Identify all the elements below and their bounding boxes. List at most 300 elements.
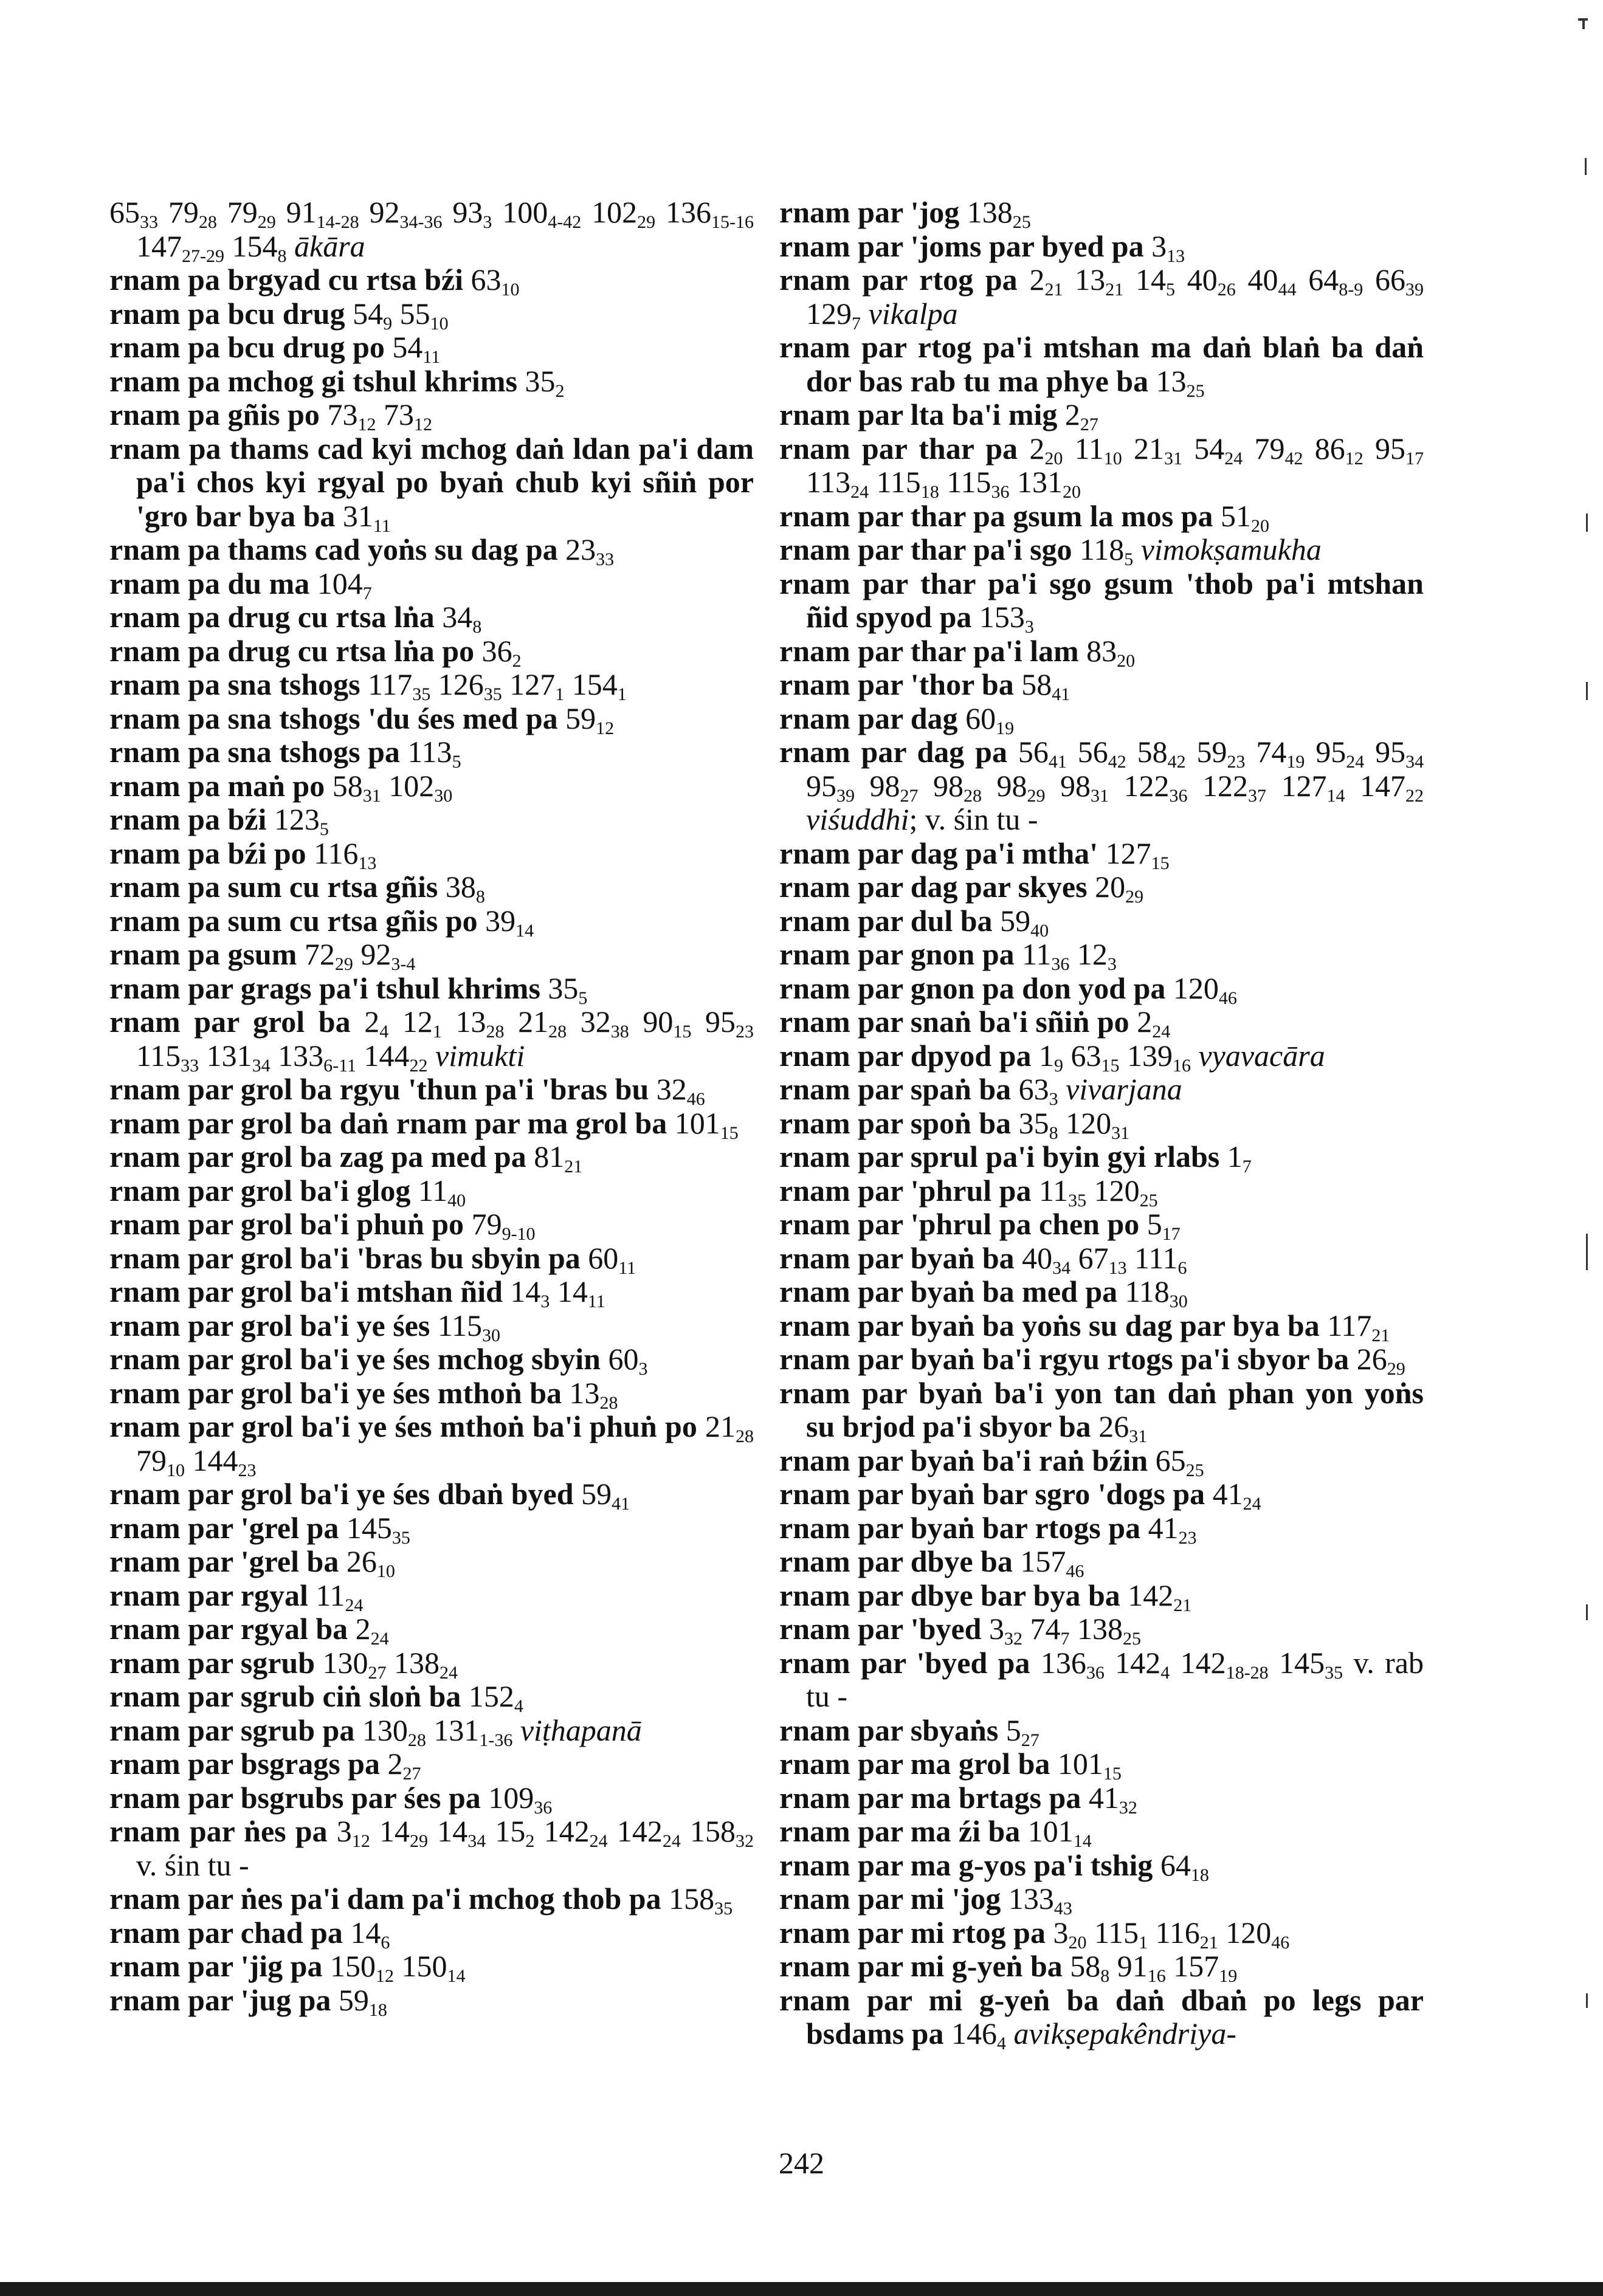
index-entry <box>779 397 1424 435</box>
entry-headword: rnam par 'jig pa <box>109 1949 323 1983</box>
index-entry <box>109 903 754 941</box>
line-number: 24 <box>850 482 869 502</box>
line-number: 24 <box>370 1629 389 1649</box>
line-number: 3 <box>483 212 492 232</box>
line-number: 1-36 <box>479 1730 513 1750</box>
line-number: 12 <box>1345 448 1363 469</box>
entry-headword: rnam par sgrub ciṅ sloṅ ba <box>109 1679 461 1713</box>
page-reference: 1 <box>1219 1139 1243 1174</box>
page-reference: 95 <box>691 1005 736 1039</box>
index-entry <box>109 1545 754 1579</box>
page-reference: 2 <box>350 1005 380 1039</box>
entry-headword: rnam par chad pa <box>109 1915 343 1950</box>
line-number: 9-10 <box>502 1224 536 1244</box>
line-number: 29 <box>334 954 353 974</box>
entry-headword: rnam par grags pa'i tshul khrims <box>109 971 540 1005</box>
index-column-right <box>779 195 1424 2054</box>
entry-headword: rnam par 'jog <box>779 195 960 229</box>
page-reference: 115 <box>136 1038 181 1073</box>
entry-headword: rnam pa bcu drug <box>109 296 345 331</box>
page-reference: 120 <box>1058 1105 1112 1140</box>
entry-headword: rnam par grol ba daṅ rnam par ma grol ba <box>109 1105 667 1140</box>
index-column-left <box>109 195 754 2020</box>
index-entry <box>779 1377 1424 1444</box>
page-reference: 12 <box>1069 937 1108 971</box>
page-reference: 60 <box>957 701 996 735</box>
page-reference: 115 <box>939 465 991 499</box>
index-entry <box>779 196 1424 230</box>
line-number: 46 <box>1271 1932 1290 1953</box>
index-entry <box>779 230 1424 264</box>
entry-headword: rnam par ṅes pa <box>109 1814 328 1848</box>
page-reference: 5 <box>1139 1207 1162 1241</box>
entry-headword: rnam par dag <box>779 701 958 735</box>
entry-headword: rnam par grol ba'i ye śes <box>109 1308 430 1342</box>
page-reference: 60 <box>600 1342 639 1376</box>
page-reference: 116 <box>1148 1915 1200 1950</box>
line-number: 20 <box>1062 482 1081 502</box>
page-reference: 23 <box>557 532 596 566</box>
page-reference: 26 <box>339 1544 377 1578</box>
line-number: 46 <box>1066 1561 1084 1581</box>
line-number: 30 <box>434 785 453 806</box>
index-entry <box>109 1409 754 1480</box>
page-reference: 115 <box>430 1308 482 1342</box>
index-entry <box>779 1882 1424 1919</box>
line-number: 35 <box>1068 1190 1087 1211</box>
index-entry <box>109 702 754 736</box>
page-reference: 91 <box>1109 1949 1148 1983</box>
page-reference: 11 <box>410 1173 448 1208</box>
line-number: 41 <box>1048 752 1067 772</box>
page-reference: 41 <box>1140 1510 1179 1545</box>
page-reference: 58 <box>325 768 363 803</box>
index-entry <box>779 566 1424 637</box>
scan-speck <box>1586 1604 1588 1620</box>
page-reference: 127 <box>1098 836 1151 870</box>
entry-headword: rnam pa sum cu rtsa gñis <box>109 870 438 904</box>
entry-headword: rnam par grol ba'i ye śes mthoṅ ba'i phuṅ po <box>109 1409 697 1443</box>
page-reference: 2 <box>348 1612 371 1646</box>
sanskrit-equivalent: vikalpa <box>861 296 958 331</box>
index-entry <box>109 1747 754 1784</box>
index-entry <box>779 263 1424 334</box>
line-number: 14-28 <box>316 212 359 232</box>
index-entry <box>779 938 1424 972</box>
line-number: 24 <box>589 1831 608 1851</box>
line-number: 42 <box>1284 448 1303 469</box>
entry-headword: rnam pa thams cad yoṅs su dag pa <box>109 532 558 566</box>
line-number: 17 <box>1405 448 1424 469</box>
line-number: 10 <box>376 1561 395 1581</box>
index-entry <box>109 1139 754 1177</box>
line-number: 11 <box>618 1257 636 1278</box>
line-number: 8 <box>1049 1122 1058 1143</box>
line-number: 23 <box>1227 752 1246 772</box>
entry-headword: rnam par 'phrul pa <box>779 1173 1032 1208</box>
page-reference: 111 <box>1126 1240 1178 1275</box>
page-reference: 118 <box>1117 1274 1170 1308</box>
index-entry <box>109 870 754 907</box>
page-reference: 14 <box>550 1274 588 1308</box>
line-number: 6 <box>1177 1257 1187 1278</box>
page-reference: 98 <box>1045 768 1091 803</box>
line-number: 33 <box>596 549 615 569</box>
page-reference: 13 <box>1148 363 1187 398</box>
index-entry <box>109 1780 754 1818</box>
line-number: 28 <box>736 1426 754 1446</box>
index-entry <box>779 1510 1424 1548</box>
line-number: 31 <box>1129 1426 1148 1446</box>
index-entry <box>109 1477 754 1514</box>
entry-headword: rnam pa sna tshogs 'du śes med pa <box>109 701 558 735</box>
line-number: 25 <box>1186 380 1205 401</box>
line-number: 16 <box>1172 1055 1191 1076</box>
line-number: 5 <box>578 988 588 1008</box>
line-number: 1 <box>432 1022 442 1042</box>
page-reference: 14 <box>342 1915 381 1950</box>
page-reference: 14 <box>370 1814 410 1848</box>
entry-headword: rnam par 'jug pa <box>109 1982 331 2017</box>
index-entry <box>779 837 1424 871</box>
page-reference: 39 <box>477 903 516 938</box>
index-entry <box>109 432 754 534</box>
page-reference: 2 <box>1129 1005 1153 1039</box>
line-number: 22 <box>1405 785 1424 806</box>
page-reference: 147 <box>1345 768 1405 803</box>
line-number: 8 <box>475 887 485 907</box>
page-reference: 127 <box>502 667 556 701</box>
index-entry <box>779 702 1424 736</box>
page-reference: 138 <box>1069 1612 1123 1646</box>
index-entry <box>109 837 754 871</box>
index-entry <box>109 296 754 334</box>
entry-headword: rnam pa maṅ po <box>109 768 325 803</box>
scan-speck <box>1586 1993 1588 2008</box>
line-number: 1 <box>617 684 627 704</box>
page-reference: 122 <box>1109 768 1170 803</box>
line-number: 12 <box>596 718 615 738</box>
page-reference: 13 <box>441 1005 486 1039</box>
entry-headword: rnam par rtog pa <box>779 263 1018 297</box>
line-number: 15 <box>1101 1055 1120 1076</box>
page-reference: 54 <box>384 330 423 364</box>
entry-headword: rnam par grol ba <box>109 1005 351 1039</box>
page-reference: 26 <box>1349 1342 1387 1376</box>
page-reference: 38 <box>438 870 476 904</box>
line-number: 10 <box>167 1460 185 1480</box>
page-reference: 11 <box>1014 937 1052 971</box>
line-number: 6 <box>381 1932 390 1953</box>
entry-headword: rnam par dag pa <box>779 735 1007 769</box>
entry-headword: rnam par sprul pa'i byin gyi rlabs <box>779 1139 1220 1174</box>
line-number: 25 <box>1122 1629 1141 1649</box>
page-reference: 32 <box>649 1072 687 1106</box>
page-reference: 102 <box>381 768 435 803</box>
page-reference: 130 <box>354 1713 408 1747</box>
page-reference: 13 <box>562 1375 600 1410</box>
line-number: 2 <box>555 380 565 401</box>
page-reference: 133 <box>270 1038 324 1073</box>
page-reference: 92 <box>359 195 400 229</box>
index-entry <box>109 1510 754 1548</box>
line-number: 23 <box>1178 1527 1197 1548</box>
line-number: 12 <box>357 414 376 435</box>
index-entry <box>109 1275 754 1309</box>
index-entry <box>109 365 754 399</box>
line-number: 21 <box>1173 1595 1192 1615</box>
line-number: 7 <box>362 583 372 603</box>
page-reference: 90 <box>629 1005 674 1039</box>
line-number: 27 <box>900 785 919 806</box>
entry-headword: rnam par grol ba'i mtshan ñid <box>109 1274 503 1308</box>
page-reference: 145 <box>339 1510 392 1545</box>
page-reference: 14 <box>1123 263 1166 297</box>
index-entry <box>779 1073 1424 1107</box>
line-number: 20 <box>1068 1932 1087 1953</box>
entry-headword: rnam par thar pa'i sgo gsum 'thob pa'i mtshan ñid spyod pa <box>779 566 1424 634</box>
page-reference: 32 <box>567 1005 611 1039</box>
line-number: 42 <box>1167 752 1186 772</box>
page-reference: 104 <box>309 566 363 600</box>
page-reference: 120 <box>1086 1173 1140 1208</box>
line-number: 15 <box>720 1122 739 1143</box>
line-number: 24 <box>1346 752 1365 772</box>
index-entry <box>109 1714 754 1748</box>
line-number: 34 <box>467 1831 486 1851</box>
page-reference: 79 <box>1243 431 1285 466</box>
entry-headword: rnam pa du ma <box>109 566 310 600</box>
line-number: 18 <box>1190 1865 1209 1885</box>
index-entry <box>109 668 754 702</box>
entry-headword: rnam par grol ba'i 'bras bu sbyin pa <box>109 1240 581 1275</box>
line-number: 18 <box>368 1999 387 2020</box>
page-reference: 109 <box>480 1780 534 1815</box>
entry-headword: rnam pa bźi po <box>109 836 306 870</box>
index-entry <box>779 500 1424 534</box>
line-number: 19 <box>996 718 1015 738</box>
index-entry <box>779 330 1424 401</box>
index-entry <box>779 1107 1424 1141</box>
entry-headword: rnam pa gsum <box>109 937 297 971</box>
line-number: 20 <box>1251 515 1270 536</box>
index-entry <box>109 1579 754 1613</box>
scan-bottom-edge <box>0 2282 1603 2296</box>
line-number: 21 <box>1105 280 1124 300</box>
page-reference: 101 <box>667 1105 720 1140</box>
entry-headword: rnam par grol ba'i glog <box>109 1173 411 1208</box>
page-reference: 12 <box>388 1005 433 1039</box>
index-entry <box>109 938 754 972</box>
page-reference: 59 <box>573 1477 612 1511</box>
line-number: 33 <box>181 1055 199 1076</box>
line-number: 31 <box>362 785 381 806</box>
page-reference: 115 <box>869 465 921 499</box>
line-number: 41 <box>1052 684 1070 704</box>
page-reference: 3 <box>981 1612 1004 1646</box>
entry-headword: rnam par 'byed <box>779 1612 982 1646</box>
page-reference: 40 <box>1014 1240 1053 1275</box>
line-number: 30 <box>481 1325 500 1346</box>
page-reference: 142 <box>607 1814 663 1848</box>
entry-headword: rnam par spoṅ ba <box>779 1105 1012 1140</box>
index-entry <box>779 1139 1424 1177</box>
page-reference: 40 <box>1235 263 1278 297</box>
page-reference: 3 <box>327 1814 352 1848</box>
page-reference: 14 <box>502 1274 541 1308</box>
index-entry <box>109 1073 754 1107</box>
index-entry <box>109 1242 754 1276</box>
line-number: 31 <box>1164 448 1182 469</box>
page-reference: 3 <box>1045 1915 1069 1950</box>
line-number: 36 <box>534 1797 553 1818</box>
page-reference: 63 <box>463 263 502 297</box>
page-reference: 123 <box>266 802 320 836</box>
line-number: 41 <box>612 1494 630 1514</box>
line-number: 24 <box>345 1595 364 1615</box>
page-reference: 11 <box>1063 431 1104 466</box>
page-reference: 157 <box>1012 1544 1066 1578</box>
line-number: 4 <box>997 2033 1006 2054</box>
page-reference: 117 <box>360 667 413 701</box>
line-number: 28 <box>407 1730 426 1750</box>
page-reference: 54 <box>1182 431 1225 466</box>
line-number: 21 <box>1044 280 1063 300</box>
entry-headword: rnam par grol ba rgyu 'thun pa'i 'bras bu <box>109 1072 649 1106</box>
entry-headword: rnam par thar pa'i sgo <box>779 532 1072 566</box>
line-number: 23 <box>736 1022 754 1042</box>
page-reference: 64 <box>1296 263 1339 297</box>
line-number: 14 <box>515 920 534 941</box>
entry-headword: rnam par ma g-yos pa'i tshig <box>779 1847 1153 1882</box>
line-number: 17 <box>1162 1224 1181 1244</box>
line-number: 34 <box>252 1055 271 1076</box>
sanskrit-equivalent: vimukti <box>427 1038 525 1073</box>
page-reference: 58 <box>1126 735 1168 769</box>
page-reference: 40 <box>1174 263 1218 297</box>
index-entry <box>779 1005 1424 1042</box>
line-number: 36 <box>1169 785 1188 806</box>
index-entry <box>109 803 754 837</box>
line-number: 27 <box>402 1764 421 1784</box>
page-reference: 58 <box>1013 667 1052 701</box>
entry-headword: rnam par ma brtags pa <box>779 1780 1081 1815</box>
page-reference: 118 <box>1072 532 1125 566</box>
page-reference: 95 <box>1364 735 1406 769</box>
page-reference: 2 <box>1017 263 1045 297</box>
page-reference: 59 <box>1185 735 1227 769</box>
entry-headword: rnam par thar pa gsum la mos pa <box>779 498 1213 533</box>
entry-headword: rnam par grol ba zag pa med pa <box>109 1139 526 1174</box>
index-entry <box>779 1646 1424 1714</box>
page-reference: 59 <box>331 1982 369 2017</box>
page-reference: 93 <box>442 195 483 229</box>
line-number: 18-28 <box>1226 1662 1269 1683</box>
page-reference: 98 <box>855 768 900 803</box>
line-number: 28 <box>599 1392 618 1413</box>
page-reference: 83 <box>1078 633 1117 668</box>
line-number: 39 <box>1405 280 1424 300</box>
page-reference: 74 <box>1245 735 1287 769</box>
line-number: 15 <box>673 1022 692 1042</box>
page-reference: 127 <box>1266 768 1327 803</box>
page-reference: 116 <box>306 836 359 870</box>
entry-headword: rnam pa sna tshogs pa <box>109 735 400 769</box>
page-reference: v. śin tu - <box>136 1847 249 1882</box>
page-reference: 122 <box>1187 768 1248 803</box>
page-reference: 133 <box>1001 1882 1054 1916</box>
entry-headword: rnam par gnon pa don yod pa <box>779 971 1166 1005</box>
index-entry <box>779 972 1424 1006</box>
entry-headword: rnam pa bcu drug po <box>109 330 385 364</box>
index-entry <box>779 634 1424 669</box>
index-entry <box>779 1950 1424 1984</box>
entry-headword: rnam par mi 'jog <box>779 1882 1001 1916</box>
page-reference: 63 <box>1063 1038 1101 1073</box>
page-reference: 142 <box>1170 1645 1226 1680</box>
page-reference: 100 <box>492 195 548 229</box>
index-entry <box>109 195 754 266</box>
sanskrit-equivalent: viśuddhi <box>806 802 909 836</box>
index-entry <box>779 903 1424 941</box>
page-reference: 59 <box>992 903 1031 938</box>
page-reference: 1 <box>1031 1038 1054 1073</box>
line-number: 31 <box>1091 785 1109 806</box>
entry-headword: rnam par grol ba'i ye śes mchog sbyin <box>109 1342 601 1376</box>
line-number: 7 <box>1242 1157 1252 1177</box>
page-reference: 79 <box>158 195 199 229</box>
index-entry <box>779 1579 1424 1613</box>
line-number: 4-42 <box>548 212 582 232</box>
entry-headword: rnam par 'grel pa <box>109 1510 339 1545</box>
line-number: 20 <box>1044 448 1063 469</box>
page-reference: 64 <box>1153 1847 1191 1882</box>
line-number: 5 <box>452 752 461 772</box>
page-reference: 120 <box>1165 971 1219 1005</box>
line-number: 8 <box>472 617 482 637</box>
entry-headword: rnam par dbye ba <box>779 1544 1013 1578</box>
page-reference: 147 <box>136 229 182 263</box>
sanskrit-equivalent: vivarjana <box>1058 1072 1182 1106</box>
line-number: 13 <box>1167 246 1185 266</box>
line-number: 26 <box>1217 280 1236 300</box>
line-number: 9 <box>383 313 393 334</box>
line-number: 33 <box>140 212 158 232</box>
line-number: 10 <box>501 280 520 300</box>
entry-headword: rnam par 'joms par byed pa <box>779 229 1144 263</box>
index-entry <box>779 1444 1424 1478</box>
line-number: 1 <box>1139 1932 1148 1953</box>
line-number: 30 <box>1169 1291 1188 1311</box>
line-number: 15 <box>1103 1764 1122 1784</box>
line-number: 21 <box>564 1157 583 1177</box>
line-number: 29 <box>637 212 656 232</box>
line-number: 23 <box>238 1460 257 1480</box>
line-number: 34 <box>1052 1257 1071 1278</box>
line-number: 16 <box>1147 1966 1166 1986</box>
entry-headword: rnam par rtog pa'i mtshan ma daṅ blaṅ ba daṅ dor bas rab tu ma phye ba <box>779 330 1424 398</box>
line-number: 28 <box>964 785 982 806</box>
index-entry <box>779 668 1424 702</box>
index-entry <box>109 1173 754 1211</box>
page-reference: 34 <box>434 600 473 634</box>
index-entry <box>109 263 754 300</box>
line-number: 3-4 <box>391 954 416 974</box>
entry-headword: rnam par 'byed pa <box>779 1645 1030 1680</box>
entry-headword: rnam par sgrub <box>109 1645 315 1680</box>
scan-speck <box>1586 1234 1588 1270</box>
index-entry <box>109 1208 754 1242</box>
